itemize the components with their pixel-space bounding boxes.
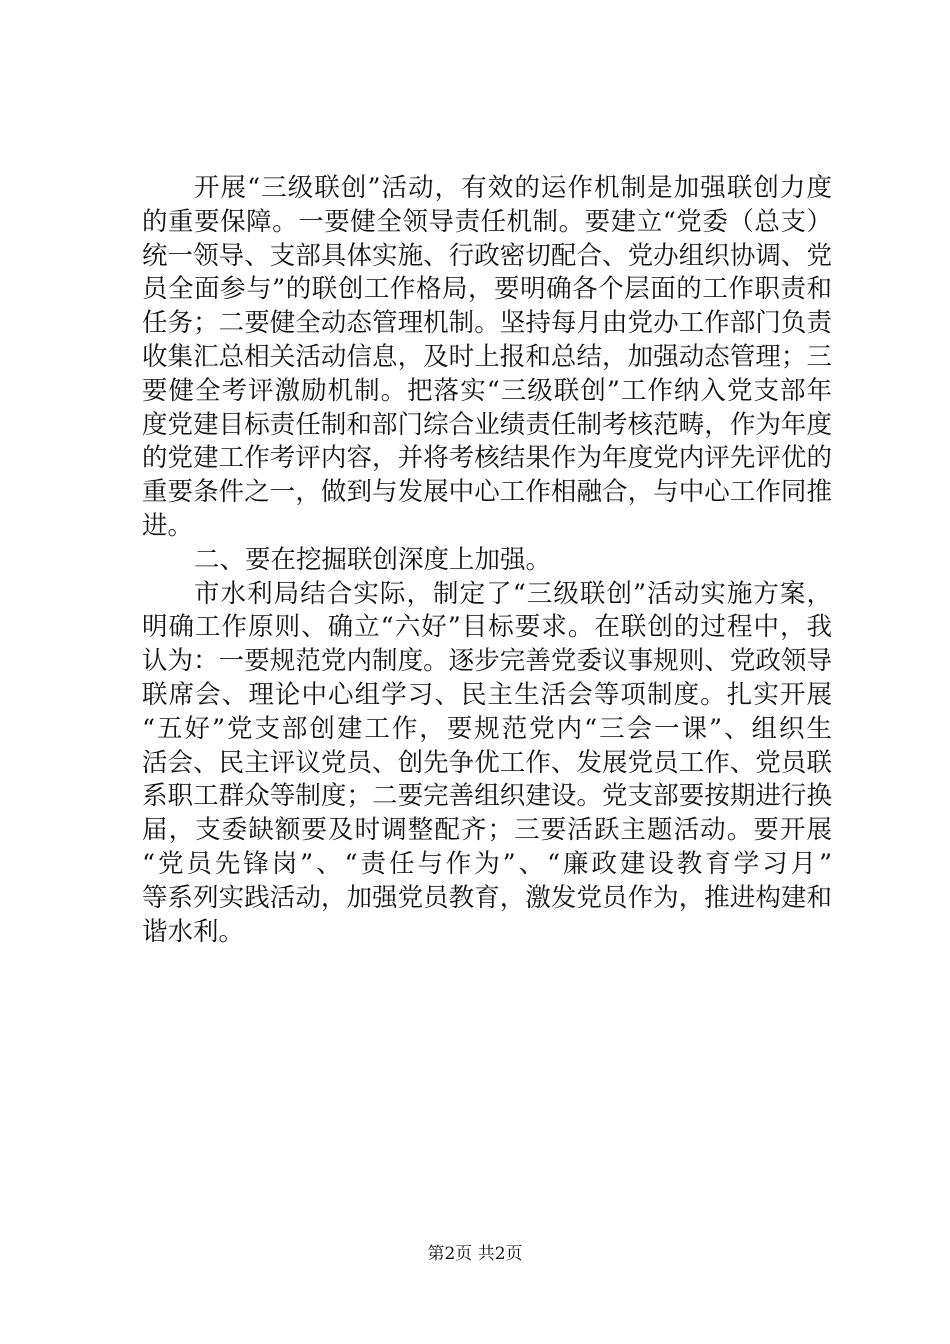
text-line: 认为：一要规范党内制度。逐步完善党委议事规则、党政领导 — [142, 646, 832, 677]
text-line: 二、要在挖掘联创深度上加强。 — [194, 544, 552, 575]
text-line: 开展“三级联创”活动，有效的运作机制是加强联创力度 — [194, 173, 832, 203]
section-heading — [142, 544, 832, 578]
text-line: 届，支委缺额要及时调整配齐；三要活跃主题活动。要开展 — [142, 815, 832, 846]
text-line: 系职工群众等制度；二要完善组织建设。党支部要按期进行换 — [142, 781, 832, 812]
text-line: 谐水利。 — [142, 916, 245, 947]
text-line: 收集汇总相关活动信息，及时上报和总结，加强动态管理；三 — [142, 341, 832, 372]
text-line: “五好”党支部创建工作，要规范党内“三会一课”、组织生 — [142, 713, 832, 744]
text-line: 市水利局结合实际，制定了“三级联创”活动实施方案， — [194, 578, 832, 609]
document-body — [142, 172, 832, 949]
text-line: 员全面参与”的联创工作格局，要明确各个层面的工作职责和 — [142, 274, 832, 305]
page-number-footer: 第2页 共2页 — [427, 1244, 523, 1264]
text-line: 的重要保障。一要健全领导责任机制。要建立“党委（总支） — [142, 206, 832, 237]
text-line: 联席会、理论中心组学习、民主生活会等项制度。扎实开展 — [142, 679, 832, 710]
text-line: 明确工作原则、确立“六好”目标要求。在联创的过程中，我 — [142, 612, 832, 643]
text-line: 要健全考评激励机制。把落实“三级联创”工作纳入党支部年 — [142, 375, 832, 406]
text-line: 任务；二要健全动态管理机制。坚持每月由党办工作部门负责 — [142, 308, 832, 339]
text-line: 度党建目标责任制和部门综合业绩责任制考核范畴，作为年度 — [142, 409, 832, 440]
paragraph — [142, 578, 832, 950]
text-line: “党员先锋岗”、“责任与作为”、“廉政建设教育学习月” — [142, 848, 832, 879]
paragraph — [142, 172, 832, 544]
text-line: 的党建工作考评内容，并将考核结果作为年度党内评先评优的 — [142, 443, 832, 474]
text-line: 统一领导、支部具体实施、行政密切配合、党办组织协调、党 — [142, 240, 832, 271]
text-line: 重要条件之一，做到与发展中心工作相融合，与中心工作同推 — [142, 477, 832, 508]
text-line: 等系列实践活动，加强党员教育，激发党员作为，推进构建和 — [142, 882, 832, 913]
text-line: 活会、民主评议党员、创先争优工作、发展党员工作、党员联 — [142, 747, 832, 778]
text-line: 进。 — [142, 510, 194, 541]
